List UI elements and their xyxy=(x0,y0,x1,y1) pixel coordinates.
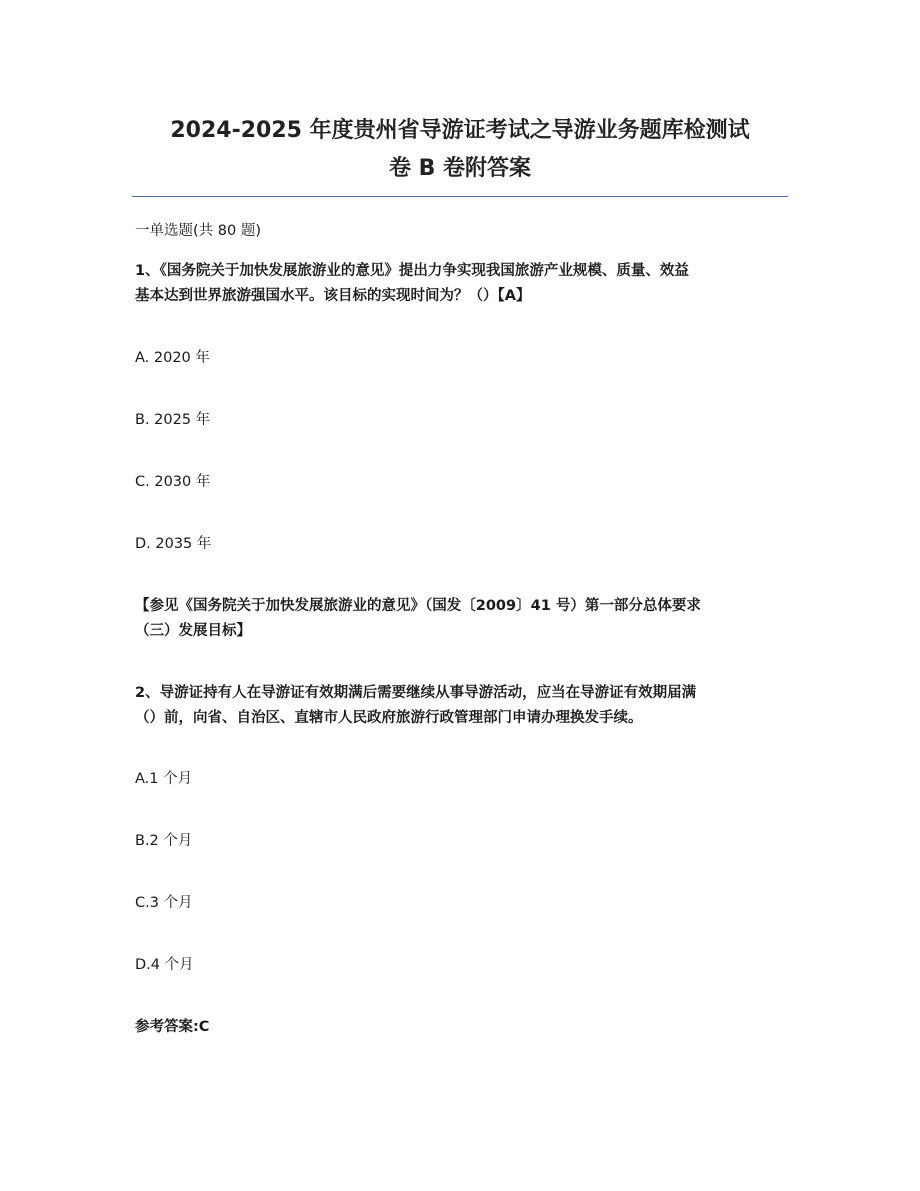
question-1-option-d: D. 2035 年 xyxy=(135,536,212,552)
question-1-note-line-2: （三）发展目标】 xyxy=(135,623,251,639)
question-1-option-c: C. 2030 年 xyxy=(135,474,211,490)
question-2-stem-line-2: （）前，向省、自治区、直辖市人民政府旅游行政管理部门申请办理换发手续。 xyxy=(135,710,643,726)
question-2-option-b: B.2 个月 xyxy=(135,833,193,849)
section-heading: 一单选题(共 80 题) xyxy=(135,223,261,239)
title-divider xyxy=(132,196,788,197)
question-1-option-a: A. 2020 年 xyxy=(135,350,210,366)
question-2-stem-line-1: 2、导游证持有人在导游证有效期满后需要继续从事导游活动，应当在导游证有效期届满 xyxy=(135,685,697,701)
document-title xyxy=(132,112,788,188)
question-2-option-d: D.4 个月 xyxy=(135,957,194,973)
question-1-stem-line-2: 基本达到世界旅游强国水平。该目标的实现时间为？（）【A】 xyxy=(135,288,531,304)
title-line-1: 2024-2025 年度贵州省导游证考试之导游业务题库检测试 xyxy=(170,118,750,143)
question-1-stem-line-1: 1、《国务院关于加快发展旅游业的意见》提出力争实现我国旅游产业规模、质量、效益 xyxy=(135,263,689,279)
title-line-2: 卷 B 卷附答案 xyxy=(388,156,532,181)
question-1-note-line-1: 【参见《国务院关于加快发展旅游业的意见》（国发〔2009〕41 号）第一部分总体要求 xyxy=(135,598,701,614)
question-2-answer: 参考答案:C xyxy=(135,1019,210,1035)
question-2-option-c: C.3 个月 xyxy=(135,895,193,911)
question-2-option-a: A.1 个月 xyxy=(135,771,193,787)
question-1-option-b: B. 2025 年 xyxy=(135,412,211,428)
